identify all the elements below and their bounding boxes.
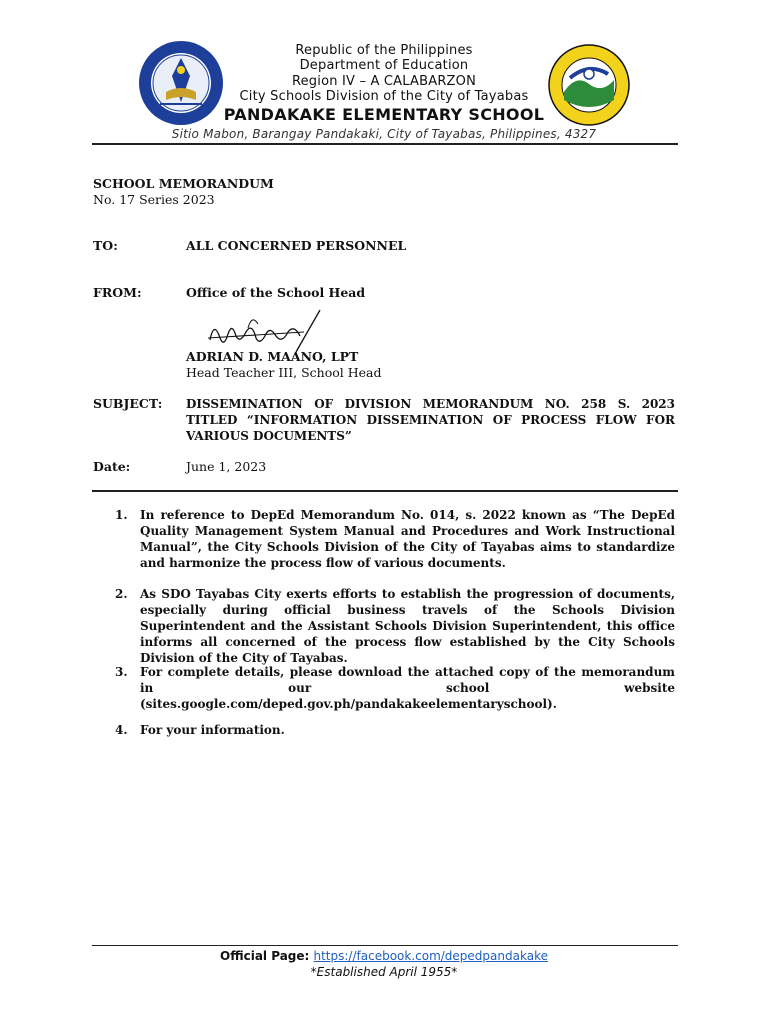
signer-name: ADRIAN D. MAANO, LPT: [186, 349, 359, 364]
item-text: As SDO Tayabas City exerts efforts to establish the progression of documents, especially during official business travels of the Schools Division Superintendent and the Assistant Schools Division Superintendent, this office informs all concerned of the process flow established by the City Schools Division of the City of Tayabas.: [140, 587, 675, 665]
memo-number: No. 17 Series 2023: [93, 192, 215, 207]
item-number: 1.: [115, 508, 128, 522]
footer-label: Official Page:: [220, 949, 314, 963]
to-value: ALL CONCERNED PERSONNEL: [186, 238, 407, 253]
signer-title: Head Teacher III, School Head: [186, 365, 382, 380]
footer-divider: [92, 945, 678, 946]
subject-label: SUBJECT:: [93, 396, 163, 411]
facebook-link[interactable]: https://facebook.com/depedpandakake: [313, 949, 548, 963]
memo-type: SCHOOL MEMORANDUM: [93, 176, 274, 191]
header-region: Region IV – A CALABARZON: [291, 74, 477, 89]
footer-established: *Established April 1955*: [310, 965, 458, 979]
item-text: For complete details, please download the attached copy of the memorandum in our school website (sites.google.com/deped.gov.ph/pandakakeelementaryschool).: [140, 665, 675, 711]
subject-value: DISSEMINATION OF DIVISION MEMORANDUM NO. 258 S. 2023 TITLED “INFORMATION DISSEMINATION OF PROCESS FLOW FOR VARIOUS DOCUMENTS”: [186, 397, 675, 443]
header-division: City Schools Division of the City of Tayabas: [239, 89, 529, 104]
list-item: [115, 664, 675, 711]
item-text: For your information.: [140, 723, 285, 737]
list-item: [115, 586, 675, 665]
from-value: Office of the School Head: [186, 285, 366, 300]
footer-official-page: [0, 949, 768, 963]
from-label: FROM:: [93, 285, 142, 300]
date-value: June 1, 2023: [186, 459, 267, 474]
header-department: Department of Education: [299, 58, 469, 73]
list-item: [115, 722, 675, 738]
item-number: 4.: [115, 723, 128, 737]
item-text: In reference to DepEd Memorandum No. 014, s. 2022 known as “The DepEd Quality Management System Manual and Procedures and Work Instructional Manual”, the City Schools Division of the City of Tayabas aims to standardize and harmonize the process flow of various documents.: [140, 508, 675, 570]
to-label: TO:: [93, 238, 118, 253]
item-number: 3.: [115, 665, 128, 679]
memo-divider: [92, 490, 678, 492]
header-republic: Republic of the Philippines: [295, 43, 473, 58]
list-item: [115, 507, 675, 571]
school-name: PANDAKAKE ELEMENTARY SCHOOL: [223, 105, 545, 124]
item-number: 2.: [115, 587, 128, 601]
header-divider: [92, 143, 678, 145]
school-address: Sitio Mabon, Barangay Pandakaki, City of Tayabas, Philippines, 4327: [171, 127, 597, 141]
date-label: Date:: [93, 459, 131, 474]
